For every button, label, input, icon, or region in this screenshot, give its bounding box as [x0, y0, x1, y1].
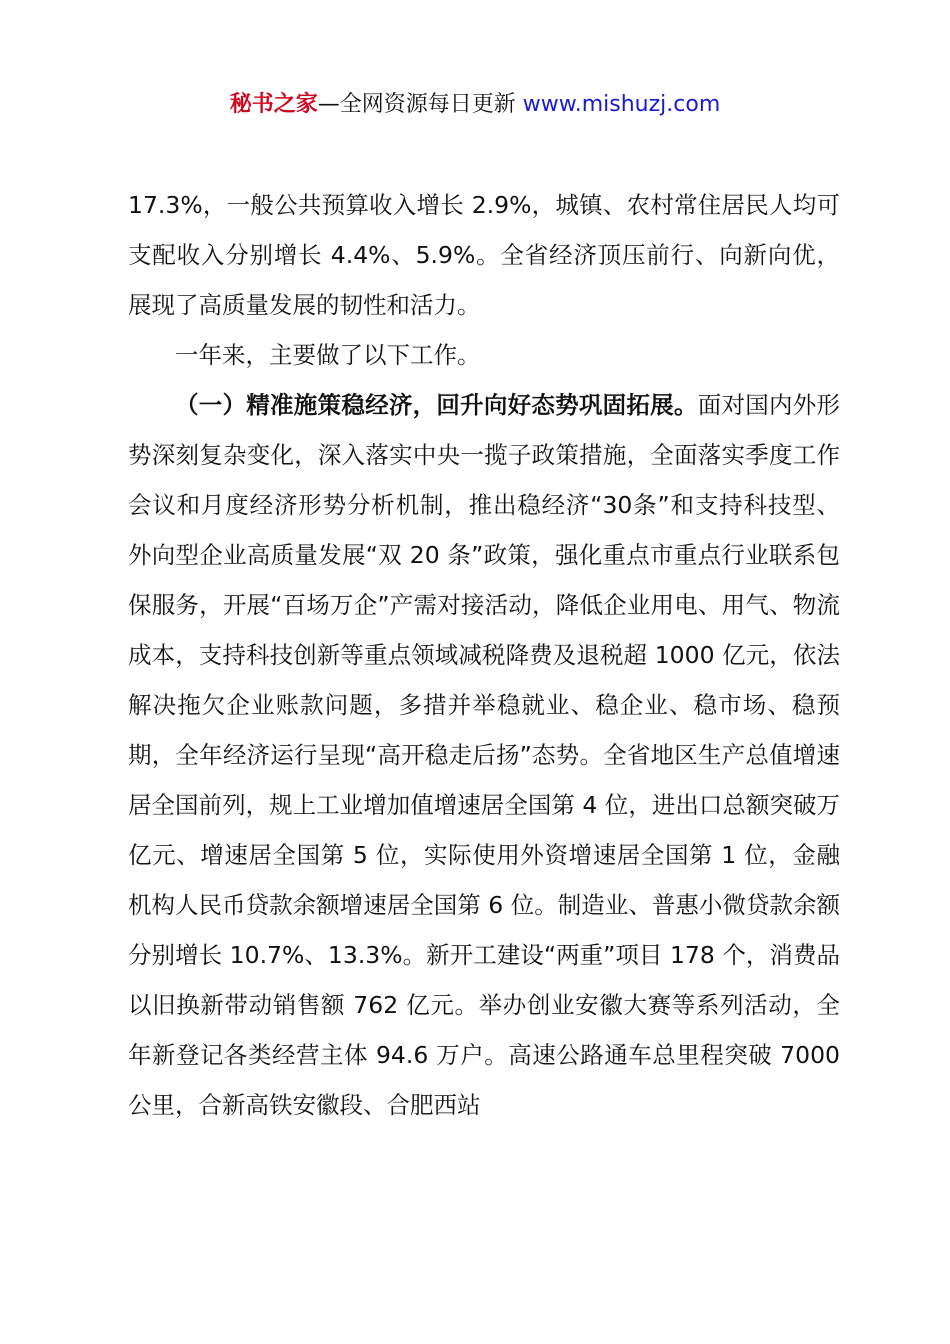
paragraph-section-one: [128, 380, 840, 1130]
site-header: [0, 88, 950, 122]
section-heading: （一）精准施策稳经济，回升向好态势巩固拓展。: [175, 391, 698, 419]
paragraph-continuation: 17.3%，一般公共预算收入增长 2.9%，城镇、农村常住居民人均可支配收入分别增长 4.4%、5.9%。全省经济顶压前行、向新向优，展现了高质量发展的韧性和活力。: [128, 191, 840, 319]
site-url-link[interactable]: www.mishuzj.com: [522, 92, 721, 117]
paragraph-intro: 一年来，主要做了以下工作。: [175, 341, 481, 369]
document-body: [128, 180, 840, 1130]
section-text: 面对国内外形势深刻复杂变化，深入落实中央一揽子政策措施，全面落实季度工作会议和月度经济形势分析机制，推出稳经济“30条”和支持科技型、外向型企业高质量发展“双 20 条”政策，强化重点市重点行业联系包保服务，开展“百场万企”产需对接活动，降低企业用电、用气、物流成本，支持科技创新等重点领域减税降费及退税超 1000 亿元，依法解决拖欠企业账款问题，多措并举稳就业、稳企业、稳市场、稳预期，全年经济运行呈现“高开稳走后扬”态势。全省地区生产总值增速居全国前列，规上工业增加值增速居全国第 4 位，进出口总额突破万亿元、增速居全国第 5 位，实际使用外资增速居全国第 1 位，金融机构人民币贷款余额增速居全国第 6 位。制造业、普惠小微贷款余额分别增长 10.7%、13.3%。新开工建设“两重”项目 178 个，消费品以旧换新带动销售额 762 亿元。举办创业安徽大赛等系列活动，全年新登记各类经营主体 94.6 万户。高速公路通车总里程突破 7000 公里，合新高铁安徽段、合肥西站: [128, 391, 840, 1119]
header-tagline: —全网资源每日更新: [317, 92, 523, 117]
brand-name: 秘书之家: [229, 92, 318, 117]
